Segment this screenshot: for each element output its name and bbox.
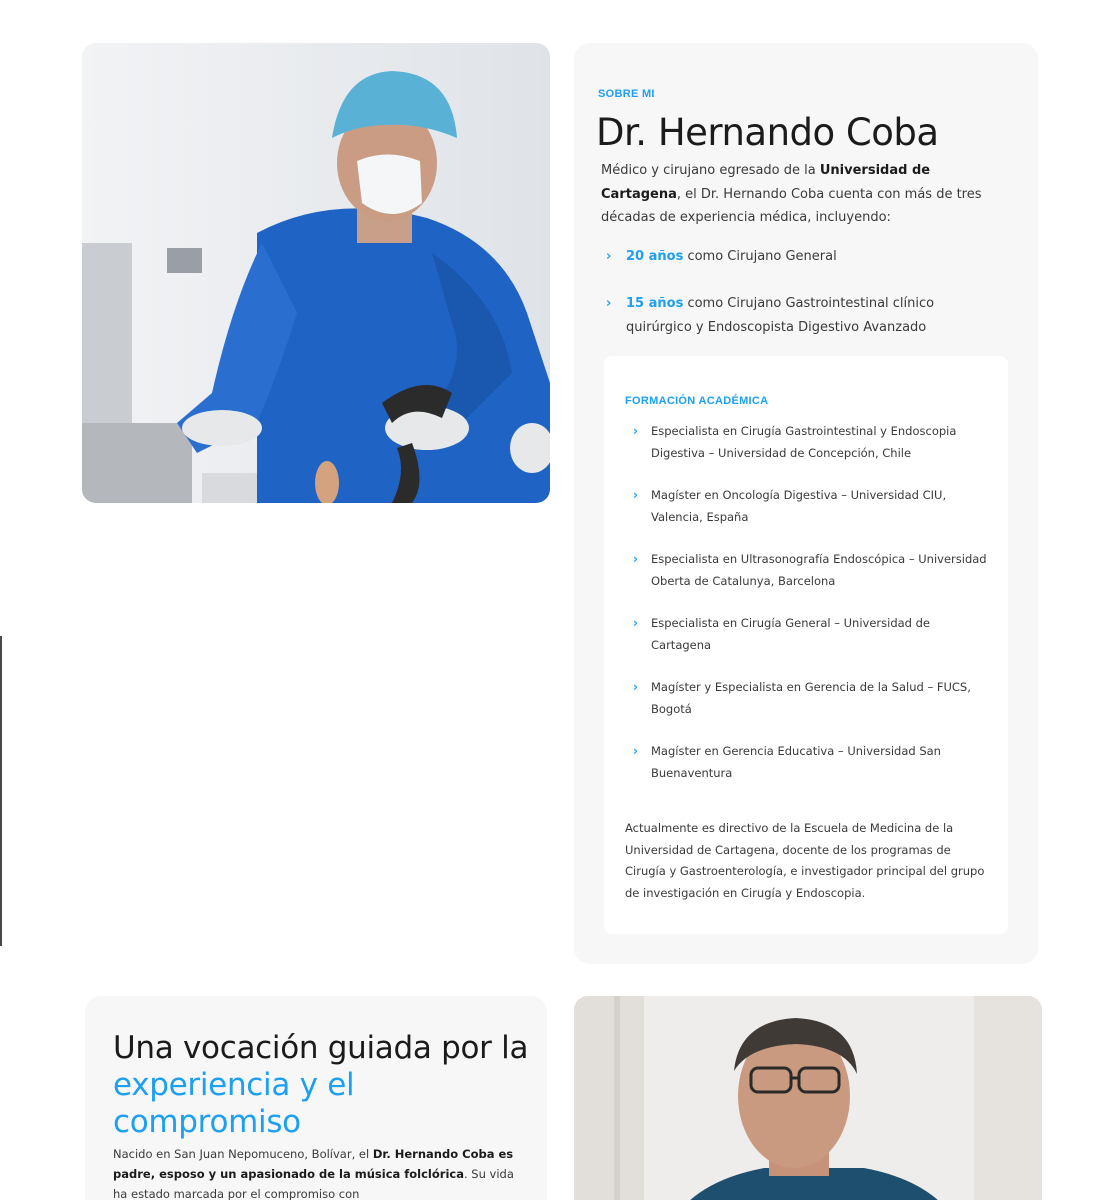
- academic-training-item: › Magíster en Gerencia Educativa – Universidad San Buenaventura: [651, 741, 991, 784]
- academic-training-item: › Especialista en Cirugía Gastrointestinal y Endoscopia Digestiva – Universidad de Concepción, Chile: [651, 421, 991, 464]
- academic-training-card: [604, 356, 1008, 934]
- university-name: Universidad de Cartagena: [601, 163, 931, 202]
- chevron-right-icon: ›: [633, 744, 638, 758]
- experience-item: › 20 años como Cirujano General: [626, 245, 996, 269]
- experience-list: [606, 245, 996, 363]
- chevron-right-icon: ›: [633, 488, 638, 502]
- academic-training-item: › Especialista en Cirugía General – Universidad de Cartagena: [651, 613, 991, 656]
- doctor-portrait-photo: [574, 996, 1042, 1200]
- experience-item: › 15 años como Cirujano Gastrointestinal clínico quirúrgico y Endoscopista Digestivo Avanzado: [626, 292, 996, 340]
- about-intro: Médico y cirujano egresado de la Universidad de Cartagena, el Dr. Hernando Coba cuenta con más de tres décadas de experiencia médica, incluyendo:: [601, 163, 982, 225]
- academic-training-eyebrow: FORMACIÓN ACADÉMICA: [625, 395, 769, 407]
- academic-training-list: [633, 421, 991, 805]
- academic-training-item: › Especialista en Ultrasonografía Endoscópica – Universidad Oberta de Catalunya, Barcelona: [651, 549, 991, 592]
- about-card: [574, 43, 1038, 964]
- vocation-title: Una vocación guiada por la experiencia y el compromiso: [113, 1030, 529, 1140]
- chevron-right-icon: ›: [606, 249, 612, 264]
- chevron-right-icon: ›: [633, 552, 638, 566]
- surgeon-photo: [82, 43, 550, 503]
- vocation-title-accent: experiencia y el compromiso: [113, 1067, 355, 1140]
- current-role-text: Actualmente es directivo de la Escuela de Medicina de la Universidad de Cartagena, docente de los programas de Cirugía y Gastroenterología, e investigador principal del grupo de investigación en Cirugía y Endoscopia.: [625, 821, 985, 900]
- doctor-name: Dr. Hernando Coba: [596, 111, 939, 154]
- page-edge-divider: [0, 636, 2, 946]
- academic-training-item: › Magíster y Especialista en Gerencia de la Salud – FUCS, Bogotá: [651, 677, 991, 720]
- chevron-right-icon: ›: [606, 296, 612, 311]
- chevron-right-icon: ›: [633, 616, 638, 630]
- vocation-bio: Nacido en San Juan Nepomuceno, Bolívar, el Dr. Hernando Coba es padre, esposo y un apasionado de la música folclórica. Su vida ha estado marcada por el compromiso con: [113, 1147, 514, 1200]
- chevron-right-icon: ›: [633, 424, 638, 438]
- chevron-right-icon: ›: [633, 680, 638, 694]
- vocation-card: [85, 996, 547, 1200]
- academic-training-item: › Magíster en Oncología Digestiva – Universidad CIU, Valencia, España: [651, 485, 991, 528]
- about-eyebrow: SOBRE MI: [598, 88, 655, 100]
